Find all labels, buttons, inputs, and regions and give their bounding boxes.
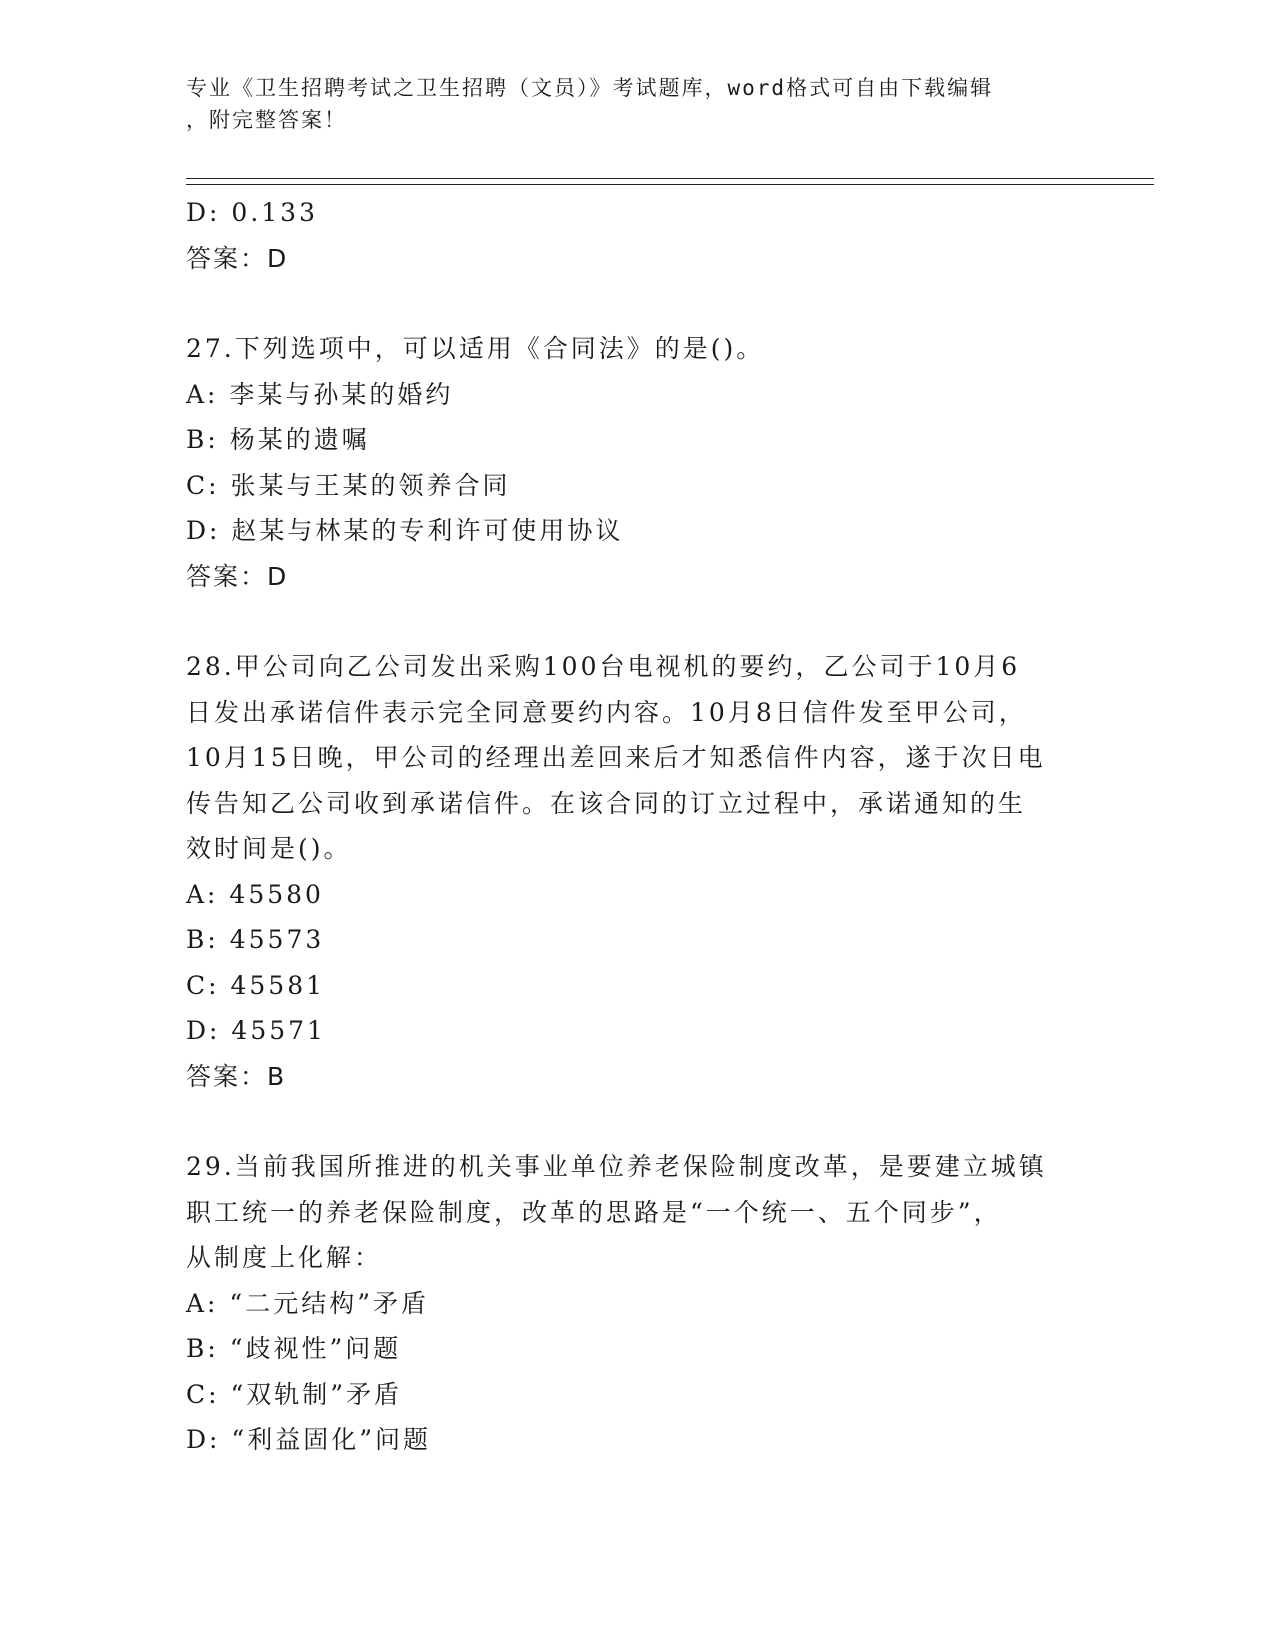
question-27	[186, 326, 1086, 599]
header-line-2: ，附完整答案！	[186, 108, 347, 132]
question-stem: 27.下列选项中，可以适用《合同法》的是()。	[186, 334, 765, 363]
option-d: D: “利益固化”问题	[186, 1425, 431, 1454]
question-stem	[186, 644, 1086, 872]
option-d: D: 45571	[186, 1016, 326, 1045]
question-26-tail	[186, 190, 1086, 281]
option-b: B: 杨某的遗嘱	[186, 425, 370, 454]
stem-line: 日发出承诺信件表示完全同意要约内容。10月8日信件发至甲公司，	[186, 697, 1027, 727]
option-c: C: “双轨制”矛盾	[186, 1379, 403, 1409]
question-stem	[186, 1144, 1086, 1281]
option-d: D: 0.133	[186, 198, 318, 227]
stem-line: 28.甲公司向乙公司发出采购100台电视机的要约，乙公司于10月6	[186, 652, 1021, 681]
option-a: A: “二元结构”矛盾	[186, 1288, 429, 1318]
answer-line: 答案：D	[186, 243, 289, 273]
stem-line: 29.当前我国所推进的机关事业单位养老保险制度改革，是要建立城镇	[186, 1152, 1047, 1181]
stem-line: 从制度上化解：	[186, 1243, 383, 1272]
stem-line: 10月15日晚，甲公司的经理出差回来后才知悉信件内容，遂于次日电	[186, 743, 1046, 772]
stem-line: 职工统一的养老保险制度，改革的思路是“一个统一、五个同步”，	[186, 1197, 1002, 1227]
option-c: C: 张某与王某的领养合同	[186, 470, 511, 500]
option-b: B: 45573	[186, 925, 325, 954]
option-c: C: 45581	[186, 970, 326, 1000]
header-line-1: 专业《卫生招聘考试之卫生招聘（文员）》考试题库，word格式可自由下载编辑	[186, 76, 994, 100]
answer-line: 答案：B	[186, 1061, 287, 1091]
document-body	[186, 190, 1086, 1463]
question-29	[186, 1144, 1086, 1463]
document-header	[186, 72, 1086, 136]
option-a: A: 李某与孙某的婚约	[186, 379, 454, 409]
question-28	[186, 644, 1086, 1099]
stem-line: 传告知乙公司收到承诺信件。在该合同的订立过程中，承诺通知的生	[186, 788, 1027, 818]
stem-line: 效时间是()。	[186, 834, 352, 863]
option-b: B: “歧视性”问题	[186, 1334, 402, 1363]
option-a: A: 45580	[186, 879, 324, 909]
answer-line: 答案：D	[186, 561, 289, 591]
option-d: D: 赵某与林某的专利许可使用协议	[186, 516, 624, 545]
header-double-rule	[186, 178, 1154, 185]
